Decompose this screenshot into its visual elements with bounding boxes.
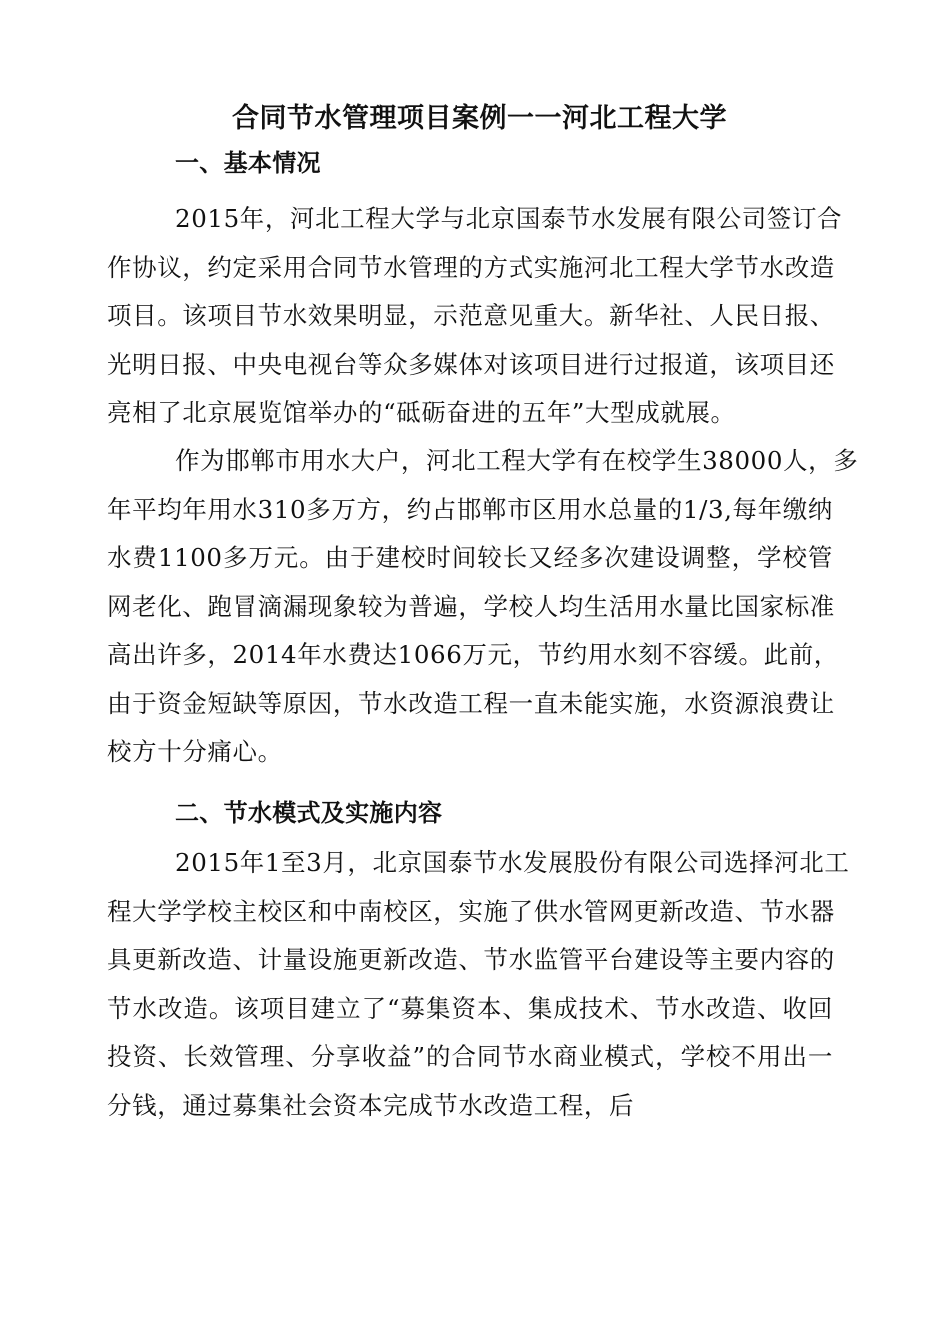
paragraph-line: 作为邯郸市用水大户，河北工程大学有在校学生38000人，多 xyxy=(175,446,859,475)
paragraph-line: 由于资金短缺等原因，节水改造工程一直未能实施，水资源浪费让 xyxy=(107,689,835,718)
paragraph-line: 水费1100多万元。由于建校时间较长又经多次建设调整，学校管 xyxy=(107,543,833,572)
paragraph-line: 年平均年用水310多万方，约占邯郸市区用水总量的1/3,每年缴纳 xyxy=(107,495,833,524)
paragraph-line: 分钱，通过募集社会资本完成节水改造工程，后 xyxy=(107,1091,635,1120)
paragraph-line: 亮相了北京展览馆举办的“砥砺奋进的五年”大型成就展。 xyxy=(107,398,736,427)
paragraph-line: 校方十分痛心。 xyxy=(107,737,283,766)
paragraph-line: 2015年1至3月，北京国泰节水发展股份有限公司选择河北工 xyxy=(175,848,850,877)
paragraph-line: 投资、长效管理、分享收益”的合同节水商业模式，学校不用出一 xyxy=(107,1042,833,1071)
section-heading-basic-situation: 一、基本情况 xyxy=(175,149,321,177)
paragraph-line: 程大学学校主校区和中南校区，实施了供水管网更新改造、节水器 xyxy=(107,897,835,926)
paragraph-line: 高出许多，2014年水费达1066万元，节约用水刻不容缓。此前， xyxy=(107,640,839,669)
paragraph-line: 项目。该项目节水效果明显，示范意见重大。新华社、人民日报、 xyxy=(107,301,835,330)
paragraph-line: 作协议，约定采用合同节水管理的方式实施河北工程大学节水改造 xyxy=(107,253,835,282)
paragraph-line: 具更新改造、计量设施更新改造、节水监管平台建设等主要内容的 xyxy=(107,945,835,974)
section-heading-water-saving-mode: 二、节水模式及实施内容 xyxy=(175,799,443,827)
paragraph-line: 节水改造。该项目建立了“募集资本、集成技术、节水改造、收回 xyxy=(107,994,833,1023)
document-title: 合同节水管理项目案例一一河北工程大学 xyxy=(232,103,727,134)
paragraph-line: 网老化、跑冒滴漏现象较为普遍，学校人均生活用水量比国家标准 xyxy=(107,592,835,621)
paragraph-line: 2015年，河北工程大学与北京国泰节水发展有限公司签订合 xyxy=(175,204,843,233)
paragraph-line: 光明日报、中央电视台等众多媒体对该项目进行过报道，该项目还 xyxy=(107,350,835,379)
